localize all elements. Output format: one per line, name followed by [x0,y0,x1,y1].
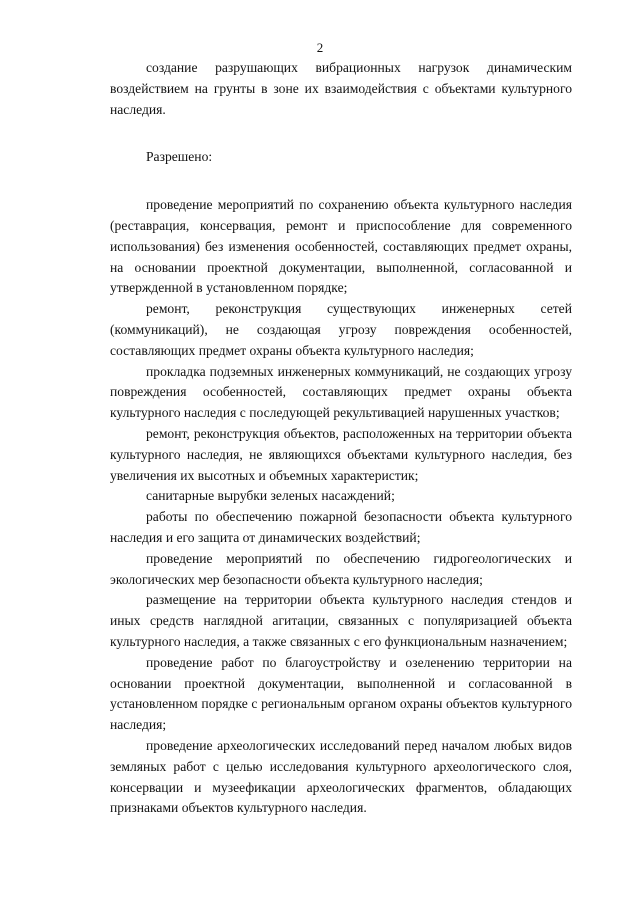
section-heading: Разрешено: [146,149,213,165]
permitted-item: проведение мероприятий по обеспечению гидрогеологических и экологических мер безопасности объекта культурного наследия; [110,550,572,587]
permitted-item: работы по обеспечению пожарной безопасности объекта культурного наследия и его защита от динамических воздействий; [110,509,572,545]
page-number: 2 [316,40,324,55]
paragraph-intro: создание разрушающих вибрационных нагрузок динамическим воздействием на грунты в зоне их взаимодействия с объектами культурного наследия. [110,60,572,117]
permitted-item: проведение археологических исследований перед началом любых видов земляных работ с целью исследования культурного археологического слоя, консервации и музеефикации археологических фрагментов, обладающих признаками объектов культурного наследия. [110,737,572,816]
document-body [110,58,572,819]
permitted-item: размещение на территории объекта культурного наследия стендов и иных средств наглядной агитации, связанных с популяризацией объекта культурного наследия, а также связанных с его функциональным назначением; [110,592,572,649]
permitted-item: проведение мероприятий по сохранению объекта культурного наследия (реставрация, консервация, ремонт и приспособление для современного использования) без изменения особенностей, составляющих предмет охраны, на основании проектной документации, выполненной, согласованной и утвержденной в установленном порядке; [110,197,572,296]
permitted-item: ремонт, реконструкция существующих инженерных сетей (коммуникаций), не создающая угрозу повреждения особенностей, составляющих предмет охраны объекта культурного наследия; [110,301,572,358]
permitted-item: ремонт, реконструкция объектов, расположенных на территории объекта культурного наследия, не являющихся объектами культурного наследия, без увеличения их высотных и объемных характеристик; [110,425,572,483]
permitted-item: санитарные вырубки зеленых насаждений; [146,488,395,504]
permitted-item: прокладка подземных инженерных коммуникаций, не создающих угрозу повреждения особенностей, составляющих предмет охраны объекта культурного наследия с последующей рекультивацией нарушенных участков; [110,363,572,421]
permitted-item: проведение работ по благоустройству и озеленению территории на основании проектной документации, выполненной и согласованной в установленном порядке с региональным органом охраны объектов культурного наследия; [110,654,572,733]
